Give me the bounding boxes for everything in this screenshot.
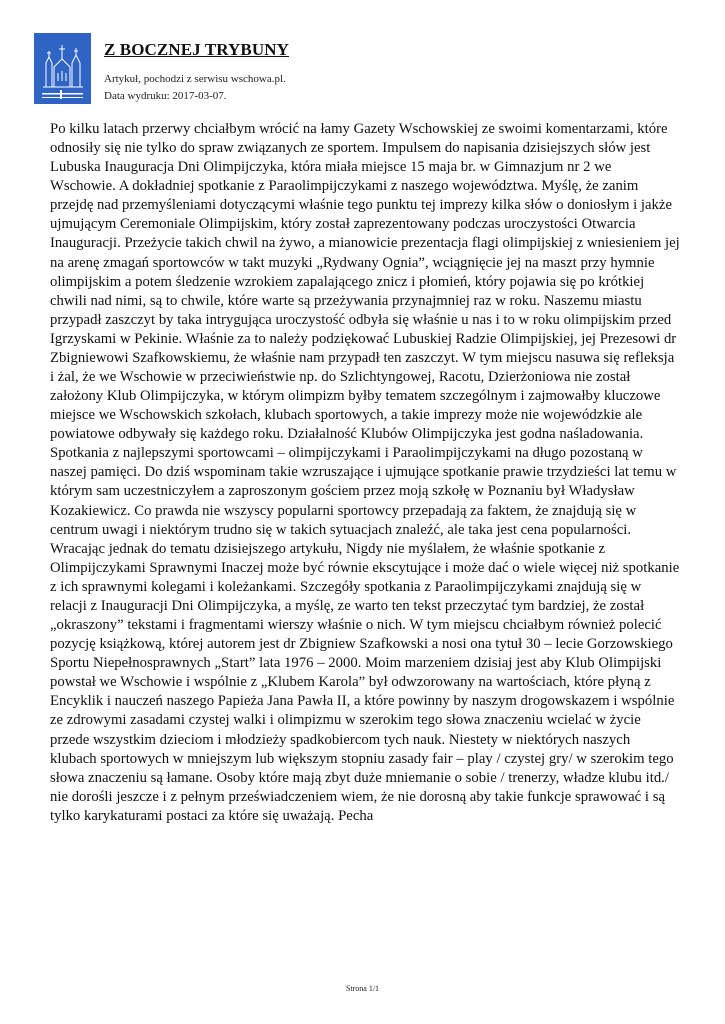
page-number: Strona 1/1: [345, 984, 380, 993]
article-title: Z BOCZNEJ TRYBUNY: [104, 40, 289, 59]
print-date: Data wydruku: 2017-03-07.: [104, 90, 227, 102]
article-meta: [104, 71, 286, 105]
article-body: Po kilku latach przerwy chciałbym wrócić na łamy Gazety Wschowskiej ze swoimi komentarzami, które odnosiły się nie tylko do spraw związanych ze sportem. Impulsem do napisania dzisiejszych słów jest Lubuska Inauguracja Dni Olimpijczyka, która miała miejsce 15 maja br. w Gimnazjum nr 2 we Wschowie. A dokładniej spotkanie z Paraolimpijczykami z naszego województwa. Myślę, że zanim przejdę nad przemyśleniami dotyczącymi właśnie tego punktu tej imprezy kilka słów o doniosłym i jakże ujmującym Ceremoniale Olimpijskim, który został zaprezentowany podczas uroczystości Otwarcia Inauguracji. Przeżycie takich chwil na żywo, a mianowicie prezentacja flagi olimpijskiej z wniesieniem jej na arenę zmagań sportowców w takt muzyki „Rydwany Ognia”, wciągnięcie jej na maszt przy hymnie olimpijskim a potem śledzenie wzrokiem zapalającego znicz i płomień, który pojawia się po krótkiej chwili nad nimi, są to chwile, które warte są przeżywania przynajmniej raz w roku. Naszemu miastu przypadł zaszczyt by taka intrygująca uroczystość odbyła się właśnie u nas i to w roku olimpijskim przed Igrzyskami w Pekinie. Właśnie za to należy podziękować Lubuskiej Radzie Olimpijskiej, jej Prezesowi dr Zbigniewowi Szafkowskiemu, że właśnie nam przypadł ten zaszczyt. W tym miejscu nasuwa się refleksja i żal, że we Wschowie w przeciwieństwie np. do Szlichtyngowej, Racotu, Dzierżoniowa nie został założony Klub Olimpijczyka, w którym olimpizm byłby tematem szczególnym i zajmowałby kluczowe miejsce we Wschowskich szkołach, klubach sportowych, a takie imprezy może nie wojewódzkie ale powiatowe odbywały się każdego roku. Działalność Klubów Olimpijczyka jest godna naśladowania. Spotkania z najlepszymi sportowcami – olimpijczykami i Paraolimpijczykami na długo pozostaną w naszej pamięci. Do dziś wspominam takie wzruszające i ujmujące spotkanie prawie trzydzieści lat temu w którym sam uczestniczyłem a zaproszonym gościem przez moją szkołę w Poznaniu był Władysław Kozakiewicz. Co prawda nie wszyscy popularni sportowcy przepadają za faktem, że znajdują się w centrum uwagi i niektórym trudno się w takich sytuacjach znaleźć, ale taka jest cena popularności. Wracając jednak do tematu dzisiejszego artykułu, Nigdy nie myślałem, że właśnie spotkanie z Olimpijczykami Sprawnymi Inaczej może być równie ekscytujące i może dać o wiele więcej niż spotkanie z ich sprawnymi kolegami i koleżankami. Szczegóły spotkania z Paraolimpijczykami znajdują się w relacji z Inauguracji Dni Olimpijczyka, a myślę, ze warto ten tekst przeczytać tym bardziej, że został „okraszony” tekstami i fragmentami wierszy właśnie o nich. W tym miejscu chciałbym również polecić pozycję książkową, której autorem jest dr Zbigniew Szafkowski a nosi ona tytuł 30 – lecie Gorzowskiego Sportu Niepełnosprawnych „Start” lata 1976 – 2000. Moim marzeniem dzisiaj jest aby Klub Olimpijski powstał we Wschowie i wspólnie z „Klubem Karola” był odwzorowany na wartościach, które płyną z Encyklik i nauczeń naszego Papieża Jana Pawła II, a które powinny by naszym drogowskazem i wspólnie ze zdrowymi zasadami czystej walki i olimpizmu w szerokim tego słowa znaczeniu wcielać w życie przede wszystkim dzieciom i młodzieży spadkobiercom tych nauk. Niestety w niektórych naszych klubach sportowych w mniejszym lub większym stopniu zasady fair – play / czystej gry/ w szerokim tego słowa znaczeniu są łamane. Osoby które mają zbyt duże mniemanie o sobie / trenerzy, władze klubu itd./ nie dorośli jeszcze i z pełnym przeświadczeniem wiem, że nie dorosną aby takie funkcje sprawować i są tylko karykaturami postaci za które się uważają. Pecha: [50, 121, 680, 824]
source-line: Artykuł, pochodzi z serwisu wschowa.pl.: [104, 73, 286, 85]
town-hall-logo-icon: [34, 33, 91, 104]
